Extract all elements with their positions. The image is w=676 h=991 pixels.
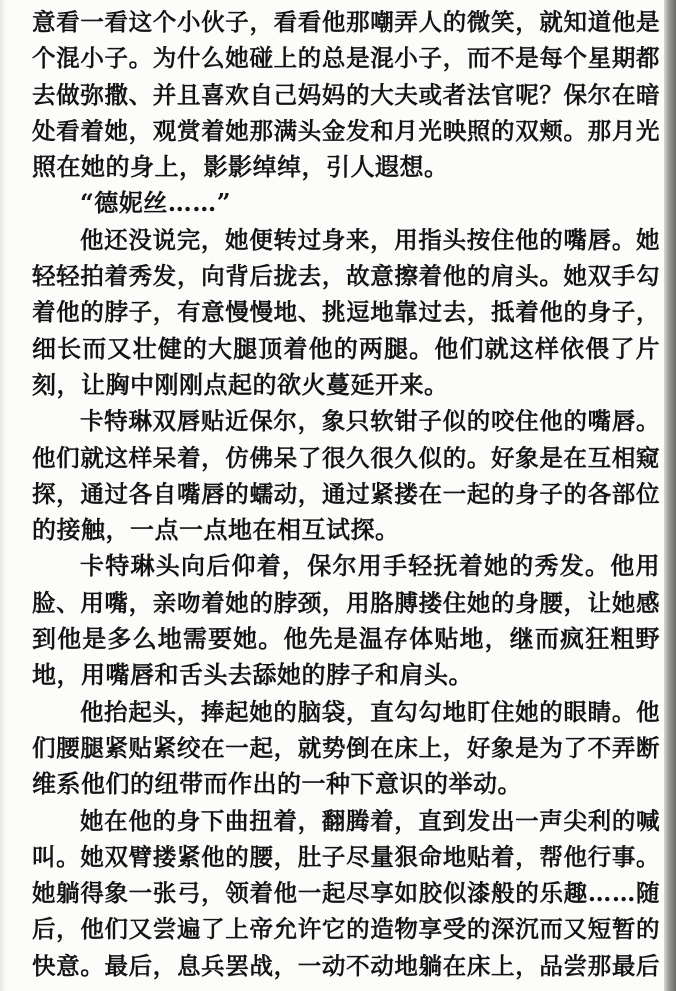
text-line: 他们就这样呆着，仿佛呆了很久很久似的。好象是在互相窥: [32, 443, 660, 472]
text-line: 叫。她双臂搂紧他的腰，肚子尽量狠命地贴着，帮他行事。: [32, 842, 660, 871]
text-line: 着他的脖子，有意慢慢地、挑逗地靠过去，抵着他的身子，: [32, 298, 660, 327]
text-line: 地，用嘴唇和舌头去舔她的脖子和肩头。: [32, 660, 473, 690]
text-line: 她躺得象一张弓，领着他一起尽享如胶似漆般的乐趣……随: [32, 879, 660, 908]
text-line: 的接触，一点一点地在相互试探。: [32, 515, 400, 545]
text-line: 卡特琳双唇贴近保尔，象只软钳子似的咬住他的嘴唇。: [80, 407, 660, 436]
page-edge-scrollbar: [664, 0, 676, 991]
text-line: 去做弥撒、并且喜欢自己妈妈的大夫或者法官呢？保尔在暗: [32, 80, 660, 109]
text-line: 他还没说完，她便转过身来，用指头按住他的嘴唇。她: [80, 225, 660, 254]
text-line: 她在他的身下曲扭着，翻腾着，直到发出一声尖利的喊: [80, 806, 660, 835]
body-text: [32, 4, 660, 984]
text-line: 卡特琳头向后仰着，保尔用手轻抚着她的秀发。他用: [80, 551, 660, 581]
text-line: 快意。最后，息兵罢战，一动不动地躺在床上，品尝那最后: [32, 951, 660, 980]
text-line: “德妮丝……”: [80, 188, 232, 218]
text-line: 探，通过各自嘴唇的蠕动，通过紧搂在一起的身子的各部位: [32, 479, 660, 508]
text-line: 轻轻拍着秀发，向背后拢去，故意擦着他的肩头。她双手勾: [32, 262, 660, 291]
text-line: 们腰腿紧贴紧绞在一起，就势倒在床上，好象是为了不弄断: [32, 733, 660, 762]
text-line: 后，他们又尝遍了上帝允许它的造物享受的深沉而又短暂的: [32, 915, 660, 944]
text-line: 脸、用嘴，亲吻着她的脖颈，用胳膊搂住她的身腰，让她感: [32, 588, 660, 617]
text-line: 细长而又壮健的大腿顶着他的两腿。他们就这样依偎了片: [32, 333, 660, 363]
text-line: 意看一看这个小伙子，看看他那嘲弄人的微笑，就知道他是: [32, 8, 660, 36]
text-line: 刻，让胸中刚刚点起的欲火蔓延开来。: [32, 369, 449, 399]
text-line: 到他是多么地需要她。他先是温存体贴地，继而疯狂粗野: [32, 624, 660, 654]
text-line: 个混小子。为什么她碰上的总是混小子，而不是每个星期都: [32, 44, 660, 73]
page-left-shadow: [0, 0, 6, 991]
text-line: 维系他们的纽带而作出的一种下意识的举动。: [32, 769, 522, 799]
text-line: 照在她的身上，影影绰绰，引人遐想。: [32, 152, 449, 182]
text-line: 他抬起头，捧起她的脑袋，直勾勾地盯住她的眼睛。他: [80, 697, 660, 726]
text-line: 处看着她，观赏着她那满头金发和月光映照的双颊。那月光: [32, 116, 660, 145]
